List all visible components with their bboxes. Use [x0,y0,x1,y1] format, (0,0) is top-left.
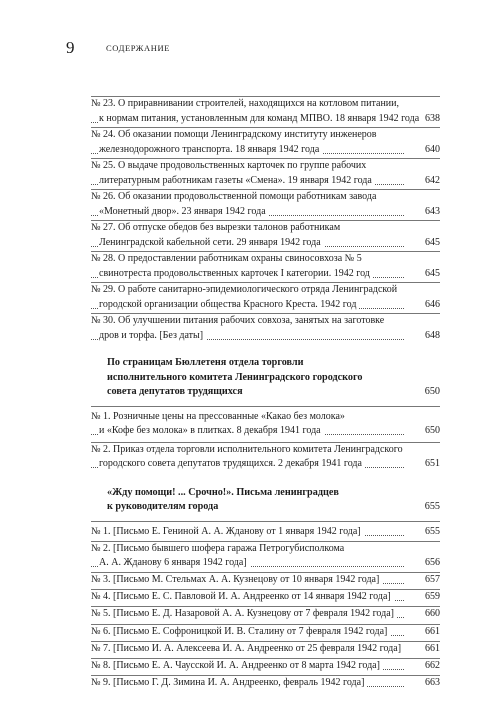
section-heading-text: «Жду помощи! ... Срочно!». Письма ленинградцев [107,486,339,498]
toc-page-number: 660 [422,607,440,622]
toc-entry[interactable] [91,642,440,657]
toc-entry-text: № 2. Приказ отдела торговли исполнительного комитета Ленинградского [91,443,403,455]
toc-entry-line [91,542,440,557]
toc-entry-line [91,410,440,425]
toc-entry[interactable] [91,659,440,674]
toc-entry[interactable] [91,525,440,540]
toc-entry-text: № 1. [Письмо Е. Гениной А. А. Жданову от 1 января 1942 года] [91,526,364,537]
toc-entry-text: А. А. Жданову 6 января 1942 года] [99,557,250,568]
section-heading-line [107,500,440,515]
toc-entry-line [91,676,440,691]
toc-entry-line [91,573,440,588]
toc-entry-text: № 30. Об улучшении питания рабочих совхоза, занятых на заготовке [91,315,385,326]
toc-entry-text: № 25. О выдаче продовольственных карточек по группе рабочих [91,160,367,171]
section-heading-line [107,371,440,386]
toc-entry-text: литературным работникам газеты «Смена». 19 января 1942 года [99,175,375,186]
toc-entry-line [91,267,440,282]
toc-page-number: 659 [422,590,440,605]
toc-page-number: 650 [422,424,440,439]
toc-entry[interactable] [91,590,440,605]
toc-entry-text: свинотреста продовольственных карточек I категории. 1942 год [99,268,373,279]
section-heading-text: к руководителям города [107,501,219,512]
toc-entry-text: № 2. [Письмо бывшего шофера гаража Петрогубисполкома [91,542,345,554]
divider [91,521,440,522]
toc-page-number: 648 [422,329,440,344]
toc-entry-text: № 24. Об оказании помощи Ленинградскому институту инженеров [91,129,377,140]
section-heading-line [107,486,440,501]
toc-entry[interactable] [91,190,440,219]
section-heading-line [107,385,440,400]
toc-page-number: 661 [422,642,440,657]
toc-entry[interactable] [91,542,440,571]
toc-page-number: 645 [422,236,440,251]
toc-page-number: 662 [422,659,440,674]
toc-entry-text: № 3. [Письмо М. Стельмах А. А. Кузнецову от 10 января 1942 года] [91,574,382,585]
toc-entry-line [91,252,440,267]
toc-entry-line [91,298,440,313]
toc-entry[interactable] [91,159,440,188]
toc-entry-line [91,590,440,605]
toc-entry-text: городского совета депутатов трудящихся. 2 декабря 1941 года [99,458,365,469]
section-heading[interactable] [107,356,440,400]
toc-entry-text: № 29. О работе санитарно-эпидемиологического отряда Ленинградской [91,284,398,295]
toc-entry-text: № 1. Розничные цены на прессованные «Какао без молока» [91,410,345,422]
toc-entry[interactable] [91,676,440,691]
toc-page-number: 661 [422,625,440,640]
toc-page-number: 638 [422,112,440,127]
toc-page-number: 657 [422,573,440,588]
toc-entry-text: № 9. [Письмо Г. Д. Зимина И. А. Андреенко, февраль 1942 года] [91,677,367,688]
toc-page-number: 655 [422,525,440,540]
toc-page-number: 640 [422,143,440,158]
toc-entry-line [91,112,440,127]
toc-entry-line [91,236,440,251]
toc-entry[interactable] [91,573,440,588]
toc-entry-text: железнодорожного транспорта. 18 января 1942 года [99,144,322,155]
section-heading-text: исполнительного комитета Ленинградского городского [107,371,363,383]
toc-entry[interactable] [91,607,440,622]
toc-entry-line [91,443,440,458]
toc-entry-line [91,174,440,189]
toc-page-number: 642 [422,174,440,189]
section-heading-text: По страницам Бюллетеня отдела торговли [107,357,304,368]
toc-entry-line [91,190,440,205]
toc-entry[interactable] [91,314,440,343]
toc-entry-line [91,659,440,674]
toc-entry-text: № 6. [Письмо Е. Софроницкой И. В. Сталину от 7 февраля 1942 года] [91,626,390,637]
toc-entry[interactable] [91,97,440,126]
toc-entry-text: № 5. [Письмо Е. Д. Назаровой А. А. Кузнецову от 7 февраля 1942 года] [91,608,397,619]
toc-entry[interactable] [91,221,440,250]
toc-page-number: 663 [422,676,440,691]
toc-entry-line [91,457,440,472]
toc-entry[interactable] [91,128,440,157]
toc-page-number: 643 [422,205,440,220]
toc-entry-text: № 26. Об оказании продовольственной помощи работникам завода [91,191,377,202]
toc-entry-line [91,205,440,220]
section-page-number: 650 [424,386,440,397]
toc-entry-text: Ленинградской кабельной сети. 29 января 1942 года [99,237,324,248]
toc-entry-line [91,97,440,112]
toc-entry-line [91,556,440,571]
toc-entry-line [91,314,440,329]
toc-entry-line [91,625,440,640]
toc-entry-text: № 27. Об отпуске обедов без вырезки талонов работникам [91,222,341,233]
toc-entry-text: и «Кофе без молока» в плитках. 8 декабря 1941 года [99,425,324,436]
toc-entry-text: № 7. [Письмо И. А. Алексеева И. А. Андреенко от 25 февраля 1942 года] [91,643,404,654]
toc-entry-text: дров и торфа. [Без даты] [99,330,206,341]
toc-entry-line [91,424,440,439]
toc-entry-text: № 8. [Письмо Е. А. Чаусской И. А. Андреенко от 8 марта 1942 года] [91,660,383,671]
section-heading[interactable] [107,486,440,515]
toc-entry-line [91,221,440,236]
section-heading-text: совета депутатов трудящихся [107,386,243,397]
toc-entry-line [91,607,440,622]
toc-page-number: 645 [422,267,440,282]
toc-entry[interactable] [91,443,440,472]
toc-entry-line [91,283,440,298]
toc-entry[interactable] [91,283,440,312]
toc-entry-text: к нормам питания, установленным для команд МПВО. 18 января 1942 года [99,113,422,124]
toc-entry-text: городской организации общества Красного Креста. 1942 год [99,299,359,310]
toc-entry-text: № 28. О предоставлении работникам охраны свиносовхоза № 5 [91,253,362,264]
toc-entry[interactable] [91,410,440,439]
toc-entry-text: № 4. [Письмо Е. С. Павловой И. А. Андреенко от 14 января 1942 года] [91,591,394,602]
divider [91,406,440,407]
page-number: 9 [66,38,75,57]
section-page-number: 655 [424,501,440,512]
toc-entry-line [91,159,440,174]
toc-entry-text: № 23. О приравнивании строителей, находящихся на котловом питании, [91,98,399,109]
toc-page-number: 646 [422,298,440,313]
toc-entry-line [91,642,440,657]
toc-page-number: 651 [422,457,440,472]
toc-entry-line [91,143,440,158]
section-heading-line [107,356,440,371]
toc-entry-text: «Монетный двор». 23 января 1942 года [99,206,269,217]
toc-entry[interactable] [91,252,440,281]
toc-entry-line [91,329,440,344]
running-title: СОДЕРЖАНИЕ [106,43,171,53]
toc-page-number: 656 [422,556,440,571]
toc-entry-line [91,525,440,540]
toc-entry[interactable] [91,625,440,640]
toc-entry-line [91,128,440,143]
